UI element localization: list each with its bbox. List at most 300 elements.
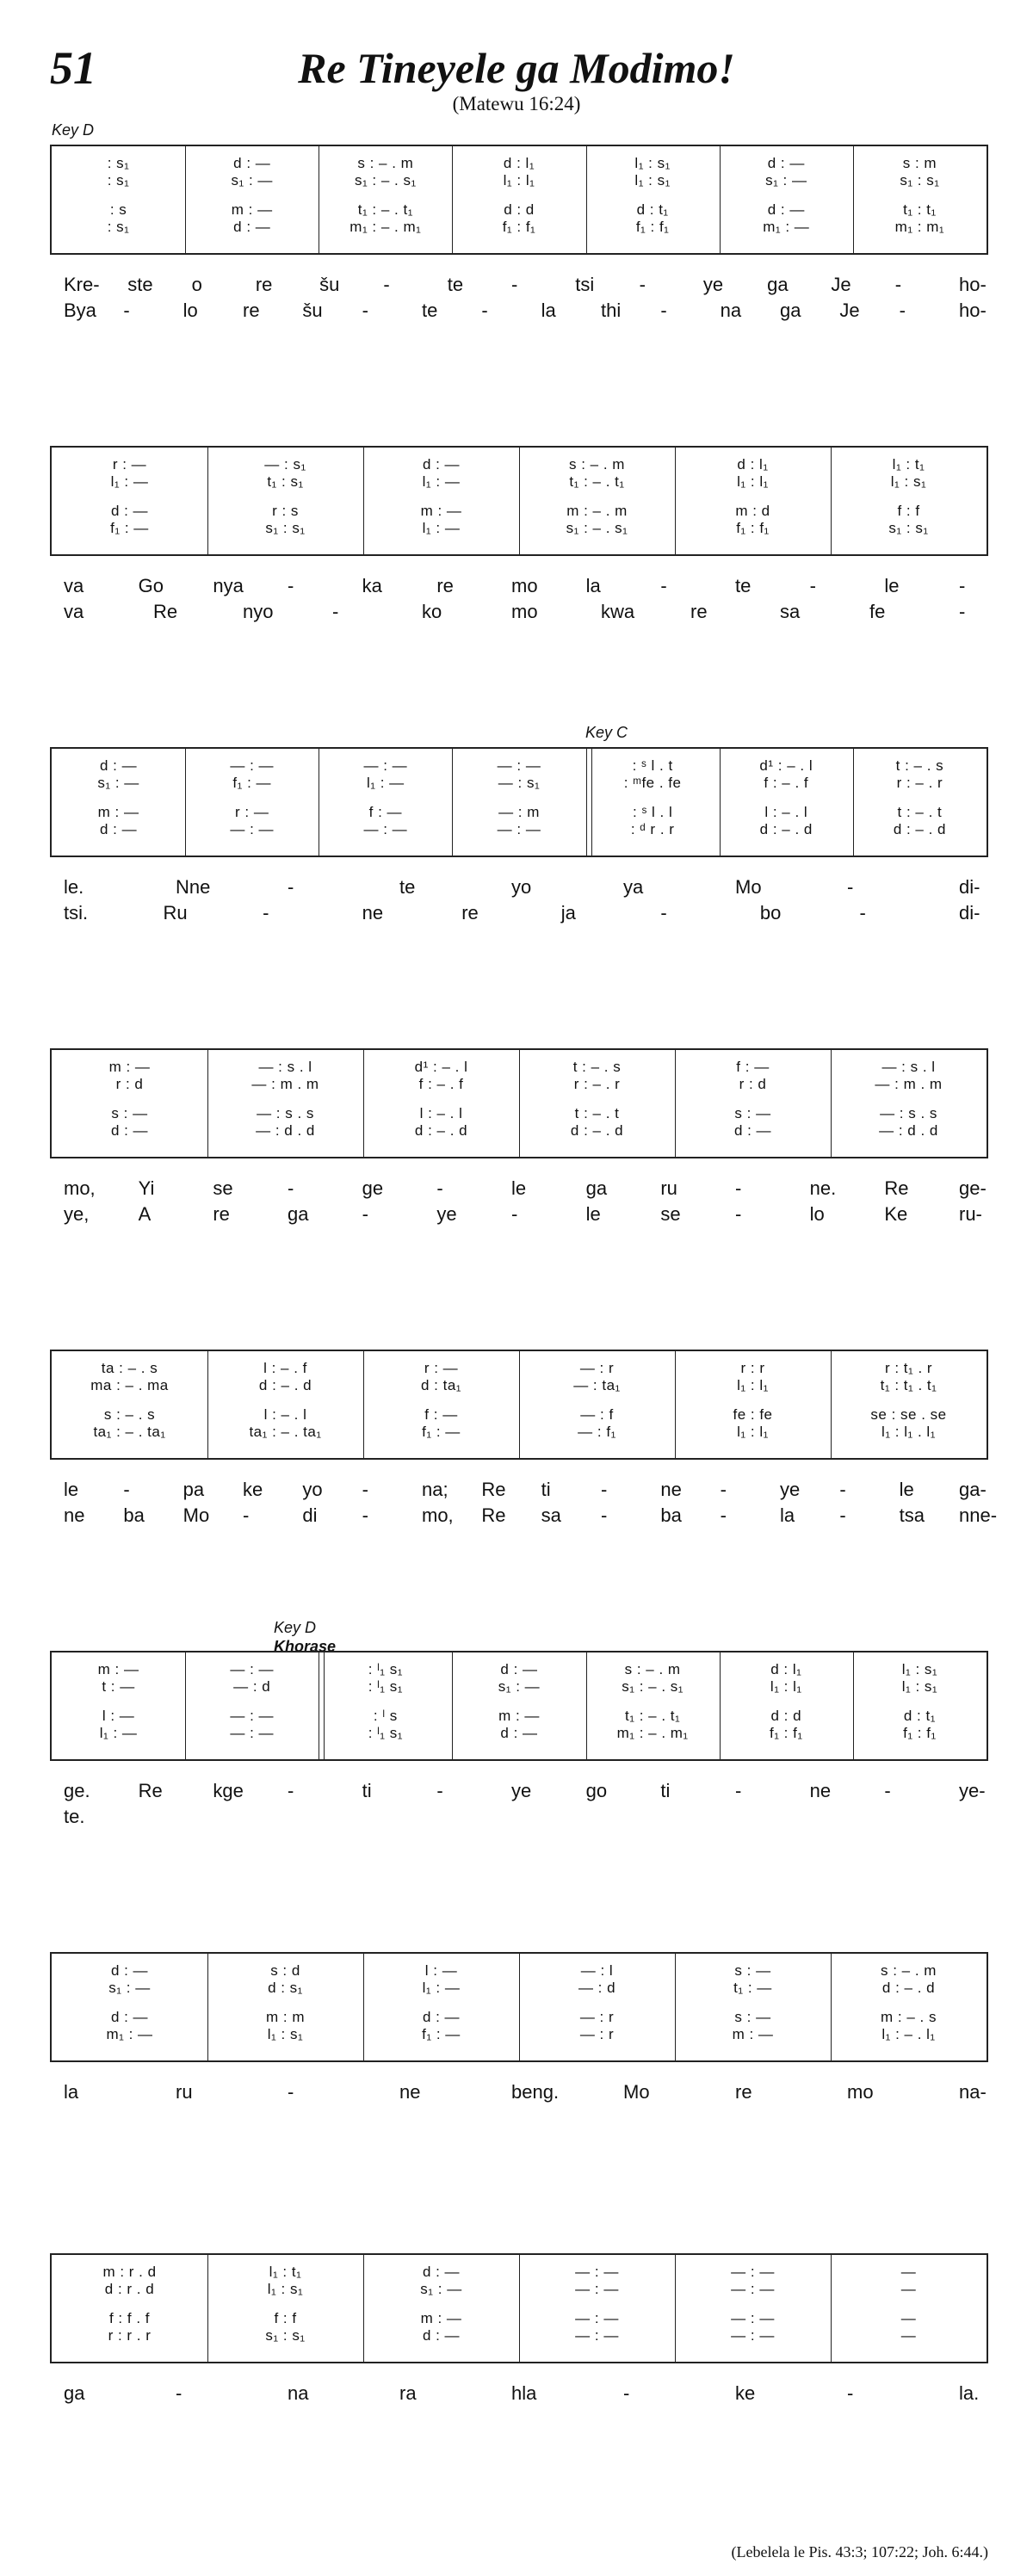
lyric-syllable: ko — [422, 601, 442, 622]
lyric-syllable: Re — [153, 601, 178, 622]
lyric-syllable: te — [399, 876, 416, 898]
lyric-syllable: ru — [176, 2081, 193, 2103]
barline — [720, 146, 721, 253]
solfa-notes: : s₁ — [107, 219, 130, 235]
solfa-notes: s₁ : — — [765, 172, 807, 188]
lyric-syllable: Mo — [623, 2081, 650, 2103]
solfa-notes: s : — — [734, 1105, 771, 1121]
solfa-notes: : ˡ₁ s₁ — [368, 1661, 404, 1677]
lyric-syllable: ye — [436, 1203, 457, 1225]
lyric-syllable: yo — [511, 876, 532, 898]
solfa-notes: — : ta₁ — [573, 1377, 621, 1393]
solfa-notes: — : — — [363, 757, 408, 774]
solfa-notes: : ᵐfe . fe — [623, 775, 682, 791]
solfa-notes: s : – . m — [624, 1661, 681, 1677]
solfa-notes: l₁ : t₁ — [269, 2264, 302, 2280]
solfa-notes: l : — — [424, 1962, 458, 1979]
lyric-syllable: mo, — [422, 1504, 454, 1526]
lyric-syllable: le — [884, 575, 900, 596]
syllable-hyphen: - — [884, 1780, 891, 1801]
solfa-notes: l₁ : s₁ — [890, 473, 927, 490]
solfa-notes: l₁ : s₁ — [267, 2281, 304, 2297]
barline — [363, 1954, 364, 2060]
solfa-notes: s₁ : s₁ — [265, 520, 306, 536]
lyric-syllable: thi — [601, 300, 622, 321]
barline — [586, 146, 587, 253]
solfa-notes: r : d — [115, 1076, 144, 1092]
lyric-syllable: Ru — [163, 902, 188, 924]
lyric-syllable: te — [735, 575, 752, 596]
solfa-notes: d : — — [500, 1661, 538, 1677]
solfa-notes: t₁ : – . t₁ — [357, 201, 413, 218]
syllable-hyphen: - — [288, 1780, 294, 1801]
lyric-syllable: di- — [959, 876, 980, 898]
solfa-notes: l₁ : — — [99, 1725, 138, 1741]
solfa-notes: t₁ : – . t₁ — [625, 1708, 681, 1724]
syllable-hyphen: - — [601, 1479, 608, 1500]
syllable-hyphen: - — [481, 300, 488, 321]
solfa-notes: d : – . d — [759, 821, 813, 837]
barline — [363, 1351, 364, 1458]
solfa-notes: d : — — [110, 1122, 149, 1139]
lyric-syllable: ge. — [64, 1780, 90, 1801]
solfa-notes: f₁ : f₁ — [736, 520, 770, 536]
syllable-hyphen: - — [959, 575, 966, 596]
barline — [519, 2255, 520, 2362]
syllable-hyphen: - — [735, 1203, 742, 1225]
solfa-notes: — — [900, 2327, 917, 2344]
solfa-notes: l : – . f — [263, 1360, 307, 1376]
barline — [452, 146, 453, 253]
solfa-notes: s₁ : — — [97, 775, 139, 791]
lyric-syllable: yo — [302, 1479, 323, 1500]
lyric-syllable: va — [64, 575, 84, 596]
solfa-notes: — : — — [230, 1708, 275, 1724]
barline — [207, 448, 208, 554]
solfa-notes: : ˡ₁ s₁ — [368, 1678, 404, 1695]
solfa-notes: s : m — [902, 155, 937, 171]
syllable-hyphen: - — [176, 2382, 182, 2404]
lyric-syllable: ne. — [809, 1177, 837, 1199]
solfa-notes: f₁ : — — [110, 520, 149, 536]
solfa-notes: m : – . s — [881, 2009, 937, 2025]
solfa-notes: : ᵈ r . r — [630, 821, 675, 837]
scripture-reference: (Matewu 16:24) — [452, 93, 581, 114]
solfa-notes: f₁ : f₁ — [502, 219, 536, 235]
lyric-syllable: re — [461, 902, 479, 924]
syllable-hyphen: - — [436, 1177, 443, 1199]
lyric-line — [50, 1780, 988, 1804]
solfa-notes: — : l — [580, 1962, 614, 1979]
syllable-hyphen: - — [123, 300, 130, 321]
solfa-notes: — : f₁ — [578, 1424, 616, 1440]
lyric-syllable: ya — [623, 876, 644, 898]
lyric-syllable: ne — [809, 1780, 832, 1801]
syllable-hyphen: - — [243, 1504, 250, 1526]
solfa-notes: m₁ : – . m₁ — [349, 219, 422, 235]
solfa-notes: f : — — [424, 1406, 458, 1423]
solfa-notes: f : – . f — [764, 775, 809, 791]
solfa-notes: f₁ : f₁ — [635, 219, 670, 235]
solfa-notes: s : d — [270, 1962, 300, 1979]
lyric-line — [50, 1177, 988, 1202]
lyric-line — [50, 575, 988, 599]
lyric-syllable: tsi — [575, 274, 595, 295]
lyric-syllable: tsi. — [64, 902, 89, 924]
solfa-notes: d : — — [767, 201, 805, 218]
lyric-syllable: Mo — [735, 876, 762, 898]
solfa-notes: d : — — [110, 2009, 149, 2025]
solfa-notes: — : s . l — [258, 1059, 312, 1075]
solfa-notes: f : f — [897, 503, 920, 519]
barline — [675, 448, 676, 554]
solfa-notes: ma : – . ma — [90, 1377, 169, 1393]
solfa-notes: — : — — [731, 2264, 775, 2280]
solfa-notes: d : — — [233, 219, 271, 235]
solfa-notes: d : — — [110, 503, 149, 519]
solfa-notes: s₁ : s₁ — [900, 172, 940, 188]
lyric-syllable: ste — [127, 274, 153, 295]
solfa-notes: m : — — [97, 1661, 139, 1677]
solfa-notes: r : s — [272, 503, 299, 519]
key-signature: Key C — [585, 724, 628, 741]
lyric-syllable: ti — [541, 1479, 551, 1500]
solfa-notes: l₁ : l₁ . l₁ — [881, 1424, 936, 1440]
barline — [519, 1954, 520, 2060]
barline — [831, 1351, 832, 1458]
solfa-notes: r : — — [112, 456, 147, 473]
lyric-syllable: ba — [660, 1504, 682, 1526]
syllable-hyphen: - — [511, 274, 518, 295]
barline — [207, 2255, 208, 2362]
lyric-syllable: na — [720, 300, 742, 321]
lyric-syllable: ye — [702, 274, 724, 295]
lyric-syllable: ga — [780, 300, 801, 321]
solfa-notes: f : f — [274, 2310, 297, 2326]
solfa-notes: ta : – . s — [101, 1360, 158, 1376]
solfa-notes: — : m — [498, 804, 540, 820]
lyric-syllable: Re — [481, 1479, 506, 1500]
solfa-notes: l₁ : t₁ — [892, 456, 925, 473]
solfa-notes: l : — — [102, 1708, 135, 1724]
section-label: Khorase — [274, 1638, 337, 1655]
solfa-notes: d : — — [110, 1962, 149, 1979]
lyric-syllable: Kre- — [64, 274, 100, 295]
lyric-syllable: ru- — [959, 1203, 982, 1225]
lyric-syllable: Bya — [64, 300, 96, 321]
solfa-notes: d : — — [422, 2264, 461, 2280]
solfa-notes: m : d — [735, 503, 770, 519]
solfa-notes: s₁ : – . s₁ — [354, 172, 417, 188]
lyric-syllable: ye, — [64, 1203, 90, 1225]
solfa-notes: — : — — [731, 2327, 775, 2344]
solfa-notes: s₁ : — — [108, 1980, 151, 1996]
lyric-syllable: ru — [660, 1177, 677, 1199]
solfa-notes: r : r . r — [108, 2327, 152, 2344]
syllable-hyphen: - — [660, 902, 667, 924]
solfa-notes: l₁ : — — [422, 473, 461, 490]
solfa-notes: — : — — [575, 2310, 619, 2326]
solfa-notes: d : t₁ — [636, 201, 669, 218]
lyric-syllable: sa — [541, 1504, 561, 1526]
lyric-line — [50, 2081, 988, 2105]
solfa-notes: s : — — [734, 2009, 771, 2025]
syllable-hyphen: - — [601, 1504, 608, 1526]
lyric-syllable: A — [138, 1203, 152, 1225]
solfa-notes: — — [900, 2310, 917, 2326]
solfa-notes: — : — — [575, 2327, 619, 2344]
solfa-notes: — : f — [580, 1406, 614, 1423]
solfa-notes: — : d . d — [256, 1122, 315, 1139]
lyric-syllable: lo — [182, 300, 198, 321]
lyric-syllable: kwa — [601, 601, 635, 622]
lyric-syllable: la — [780, 1504, 795, 1526]
solfa-notes: : ˡ s — [373, 1708, 398, 1724]
lyric-syllable: ga — [585, 1177, 608, 1199]
solfa-notes: l₁ : l₁ — [737, 1377, 769, 1393]
solfa-notes: l₁ : s₁ — [634, 172, 671, 188]
solfa-notes: s : — — [734, 1962, 771, 1979]
lyric-syllable: le — [64, 1479, 79, 1500]
lyric-syllable: Re — [884, 1177, 909, 1199]
key-signature: Key D — [52, 121, 95, 139]
lyric-syllable: ne — [660, 1479, 682, 1500]
music-system — [50, 1350, 988, 1460]
solfa-notes: — : s . s — [257, 1105, 314, 1121]
lyric-line — [50, 1504, 998, 1529]
solfa-notes: — : — — [575, 2281, 619, 2297]
syllable-hyphen: - — [288, 876, 294, 898]
lyric-syllable: ge — [362, 1177, 384, 1199]
barline — [720, 749, 721, 856]
solfa-notes: m₁ : — — [763, 219, 810, 235]
lyric-syllable: na — [288, 2382, 309, 2404]
lyric-syllable: na; — [422, 1479, 448, 1500]
lyric-syllable: re — [436, 575, 454, 596]
lyric-syllable: la — [541, 300, 556, 321]
solfa-notes: — : m . m — [875, 1076, 943, 1092]
solfa-notes: m : — — [97, 804, 139, 820]
music-system — [50, 145, 988, 255]
solfa-notes: f₁ : — — [422, 1424, 461, 1440]
solfa-notes: d : — — [422, 2327, 461, 2344]
lyric-syllable: ti — [660, 1780, 671, 1801]
lyric-syllable: šu — [319, 274, 340, 295]
lyric-syllable: lo — [809, 1203, 825, 1225]
lyric-syllable: te. — [64, 1806, 85, 1827]
solfa-notes: — : m . m — [251, 1076, 319, 1092]
syllable-hyphen: - — [660, 575, 667, 596]
solfa-notes: m : – . m — [566, 503, 628, 519]
solfa-notes: — : r — [579, 2009, 615, 2025]
solfa-notes: r : — — [235, 804, 269, 820]
solfa-notes: d : – . d — [414, 1122, 468, 1139]
solfa-notes: s₁ : — — [231, 172, 273, 188]
solfa-notes: l₁ : l₁ — [737, 473, 769, 490]
solfa-notes: f : f . f — [108, 2310, 150, 2326]
barline — [519, 1050, 520, 1157]
solfa-notes: l : – . l — [419, 1105, 463, 1121]
solfa-notes: d : d — [504, 201, 535, 218]
lyric-syllable: fe — [869, 601, 886, 622]
syllable-hyphen: - — [436, 1780, 443, 1801]
syllable-hyphen: - — [959, 601, 966, 622]
lyric-syllable: na- — [959, 2081, 987, 2103]
music-system — [50, 2253, 988, 2363]
syllable-hyphen: - — [383, 274, 390, 295]
syllable-hyphen: - — [511, 1203, 518, 1225]
solfa-notes: — : d . d — [879, 1122, 938, 1139]
syllable-hyphen: - — [720, 1479, 727, 1500]
lyric-line — [50, 601, 988, 625]
solfa-notes: s₁ : s₁ — [265, 2327, 306, 2344]
syllable-hyphen: - — [288, 575, 294, 596]
syllable-hyphen: - — [288, 2081, 294, 2103]
solfa-notes: — : — — [230, 1725, 275, 1741]
lyric-syllable: ke — [735, 2382, 756, 2404]
solfa-notes: t : — — [102, 1678, 135, 1695]
barline — [675, 1351, 676, 1458]
solfa-notes: m : — — [108, 1059, 151, 1075]
solfa-notes: d¹ : – . l — [414, 1059, 468, 1075]
lyric-syllable: nya — [213, 575, 244, 596]
solfa-notes: d : – . d — [893, 821, 947, 837]
lyric-syllable: re — [213, 1203, 230, 1225]
lyric-line — [50, 274, 988, 298]
barline — [675, 1050, 676, 1157]
solfa-notes: t : – . t — [897, 804, 943, 820]
solfa-notes: — : — — [575, 2264, 619, 2280]
syllable-hyphen: - — [839, 1479, 846, 1500]
lyric-syllable: Ke — [884, 1203, 908, 1225]
solfa-notes: f₁ : f₁ — [769, 1725, 803, 1741]
barline — [363, 448, 364, 554]
lyric-syllable: Re — [481, 1504, 506, 1526]
barline — [853, 749, 854, 856]
lyric-syllable: ga — [288, 1203, 309, 1225]
syllable-hyphen: - — [809, 575, 816, 596]
solfa-notes: s₁ : – . s₁ — [566, 520, 628, 536]
lyric-line — [50, 876, 988, 900]
lyric-syllable: re — [690, 601, 708, 622]
solfa-notes: ta₁ : – . ta₁ — [93, 1424, 166, 1440]
lyric-syllable: ne — [64, 1504, 85, 1526]
syllable-hyphen: - — [362, 300, 368, 321]
lyric-syllable: se — [213, 1177, 233, 1199]
syllable-hyphen: - — [894, 274, 902, 295]
barline — [363, 2255, 364, 2362]
syllable-hyphen: - — [123, 1479, 130, 1500]
solfa-notes: r : d — [739, 1076, 767, 1092]
music-system — [50, 747, 988, 857]
lyric-syllable: Yi — [138, 1177, 155, 1199]
solfa-notes: d : d — [770, 1708, 802, 1724]
lyric-syllable: Go — [138, 575, 164, 596]
barline — [720, 1652, 721, 1759]
lyric-syllable: Je — [839, 300, 860, 321]
solfa-notes: m₁ : m₁ — [894, 219, 945, 235]
solfa-notes: s₁ : s₁ — [888, 520, 929, 536]
barline — [831, 2255, 832, 2362]
solfa-notes: f : — — [368, 804, 403, 820]
syllable-hyphen: - — [623, 2382, 630, 2404]
solfa-notes: d : l₁ — [737, 456, 769, 473]
lyric-syllable: hla — [511, 2382, 537, 2404]
solfa-notes: t : – . s — [572, 1059, 622, 1075]
lyric-syllable: ti — [362, 1780, 372, 1801]
solfa-notes: d : — — [100, 821, 138, 837]
lyric-syllable: di — [302, 1504, 318, 1526]
solfa-notes: f₁ : — — [422, 2026, 461, 2042]
syllable-hyphen: - — [839, 1504, 846, 1526]
solfa-notes: f : – . f — [418, 1076, 464, 1092]
lyric-syllable: ka — [362, 575, 382, 596]
lyric-syllable: le — [899, 1479, 914, 1500]
lyric-syllable: mo, — [64, 1177, 96, 1199]
lyric-syllable: la — [64, 2081, 79, 2103]
lyric-syllable: Mo — [182, 1504, 210, 1526]
barline — [831, 1050, 832, 1157]
solfa-notes: : s₁ — [107, 172, 130, 188]
solfa-notes: m : — — [420, 2310, 462, 2326]
solfa-notes: l₁ : s₁ — [267, 2026, 304, 2042]
solfa-notes: m₁ : — — [106, 2026, 153, 2042]
lyric-syllable: ne — [399, 2081, 421, 2103]
lyric-syllable: Je — [831, 274, 851, 295]
solfa-notes: r : – . r — [896, 775, 943, 791]
solfa-notes: s : — — [111, 1105, 148, 1121]
solfa-notes: — : — — [497, 821, 541, 837]
solfa-notes: fe : fe — [733, 1406, 773, 1423]
hymn-title: Re Tineyele ga Modimo! — [298, 44, 735, 92]
lyric-line — [50, 300, 988, 324]
barline — [831, 1954, 832, 2060]
solfa-notes: d : – . d — [881, 1980, 936, 1996]
lyric-syllable: ga- — [959, 1479, 987, 1500]
solfa-notes: r : — — [424, 1360, 459, 1376]
solfa-notes: d : – . d — [258, 1377, 312, 1393]
key-signature: Key D Khorase — [274, 1619, 337, 1655]
solfa-notes: d : — — [100, 757, 138, 774]
solfa-notes: d : — — [422, 2009, 461, 2025]
solfa-notes: l : – . l — [263, 1406, 307, 1423]
solfa-notes: l₁ : s₁ — [901, 1661, 938, 1677]
solfa-notes: l₁ : l₁ — [503, 172, 535, 188]
solfa-notes: m₁ : – . m₁ — [616, 1725, 689, 1741]
solfa-notes: t : – . t — [574, 1105, 620, 1121]
solfa-notes: m : m — [266, 2009, 305, 2025]
solfa-notes: — : d — [578, 1980, 616, 1996]
lyric-syllable: ba — [123, 1504, 145, 1526]
lyric-syllable: ho- — [959, 274, 987, 295]
lyric-syllable: le — [585, 1203, 601, 1225]
syllable-hyphen: - — [362, 1504, 368, 1526]
barline — [207, 1351, 208, 1458]
solfa-notes: d : ta₁ — [420, 1377, 462, 1393]
solfa-notes: m : — — [498, 1708, 540, 1724]
solfa-notes: l₁ : – . l₁ — [881, 2026, 936, 2042]
footnote-references: (Lebelela le Pis. 43:3; 107:22; Joh. 6:44.) — [731, 2543, 988, 2561]
lyric-syllable: re — [243, 300, 260, 321]
solfa-notes: l₁ : — — [422, 520, 461, 536]
lyric-syllable: mo — [847, 2081, 874, 2103]
solfa-notes: d : s₁ — [268, 1980, 303, 1996]
solfa-notes: l₁ : l₁ — [770, 1678, 802, 1695]
lyric-syllable: le. — [64, 876, 84, 898]
lyric-syllable: ho- — [959, 300, 987, 321]
lyric-line — [50, 1479, 988, 1503]
barline — [519, 448, 520, 554]
